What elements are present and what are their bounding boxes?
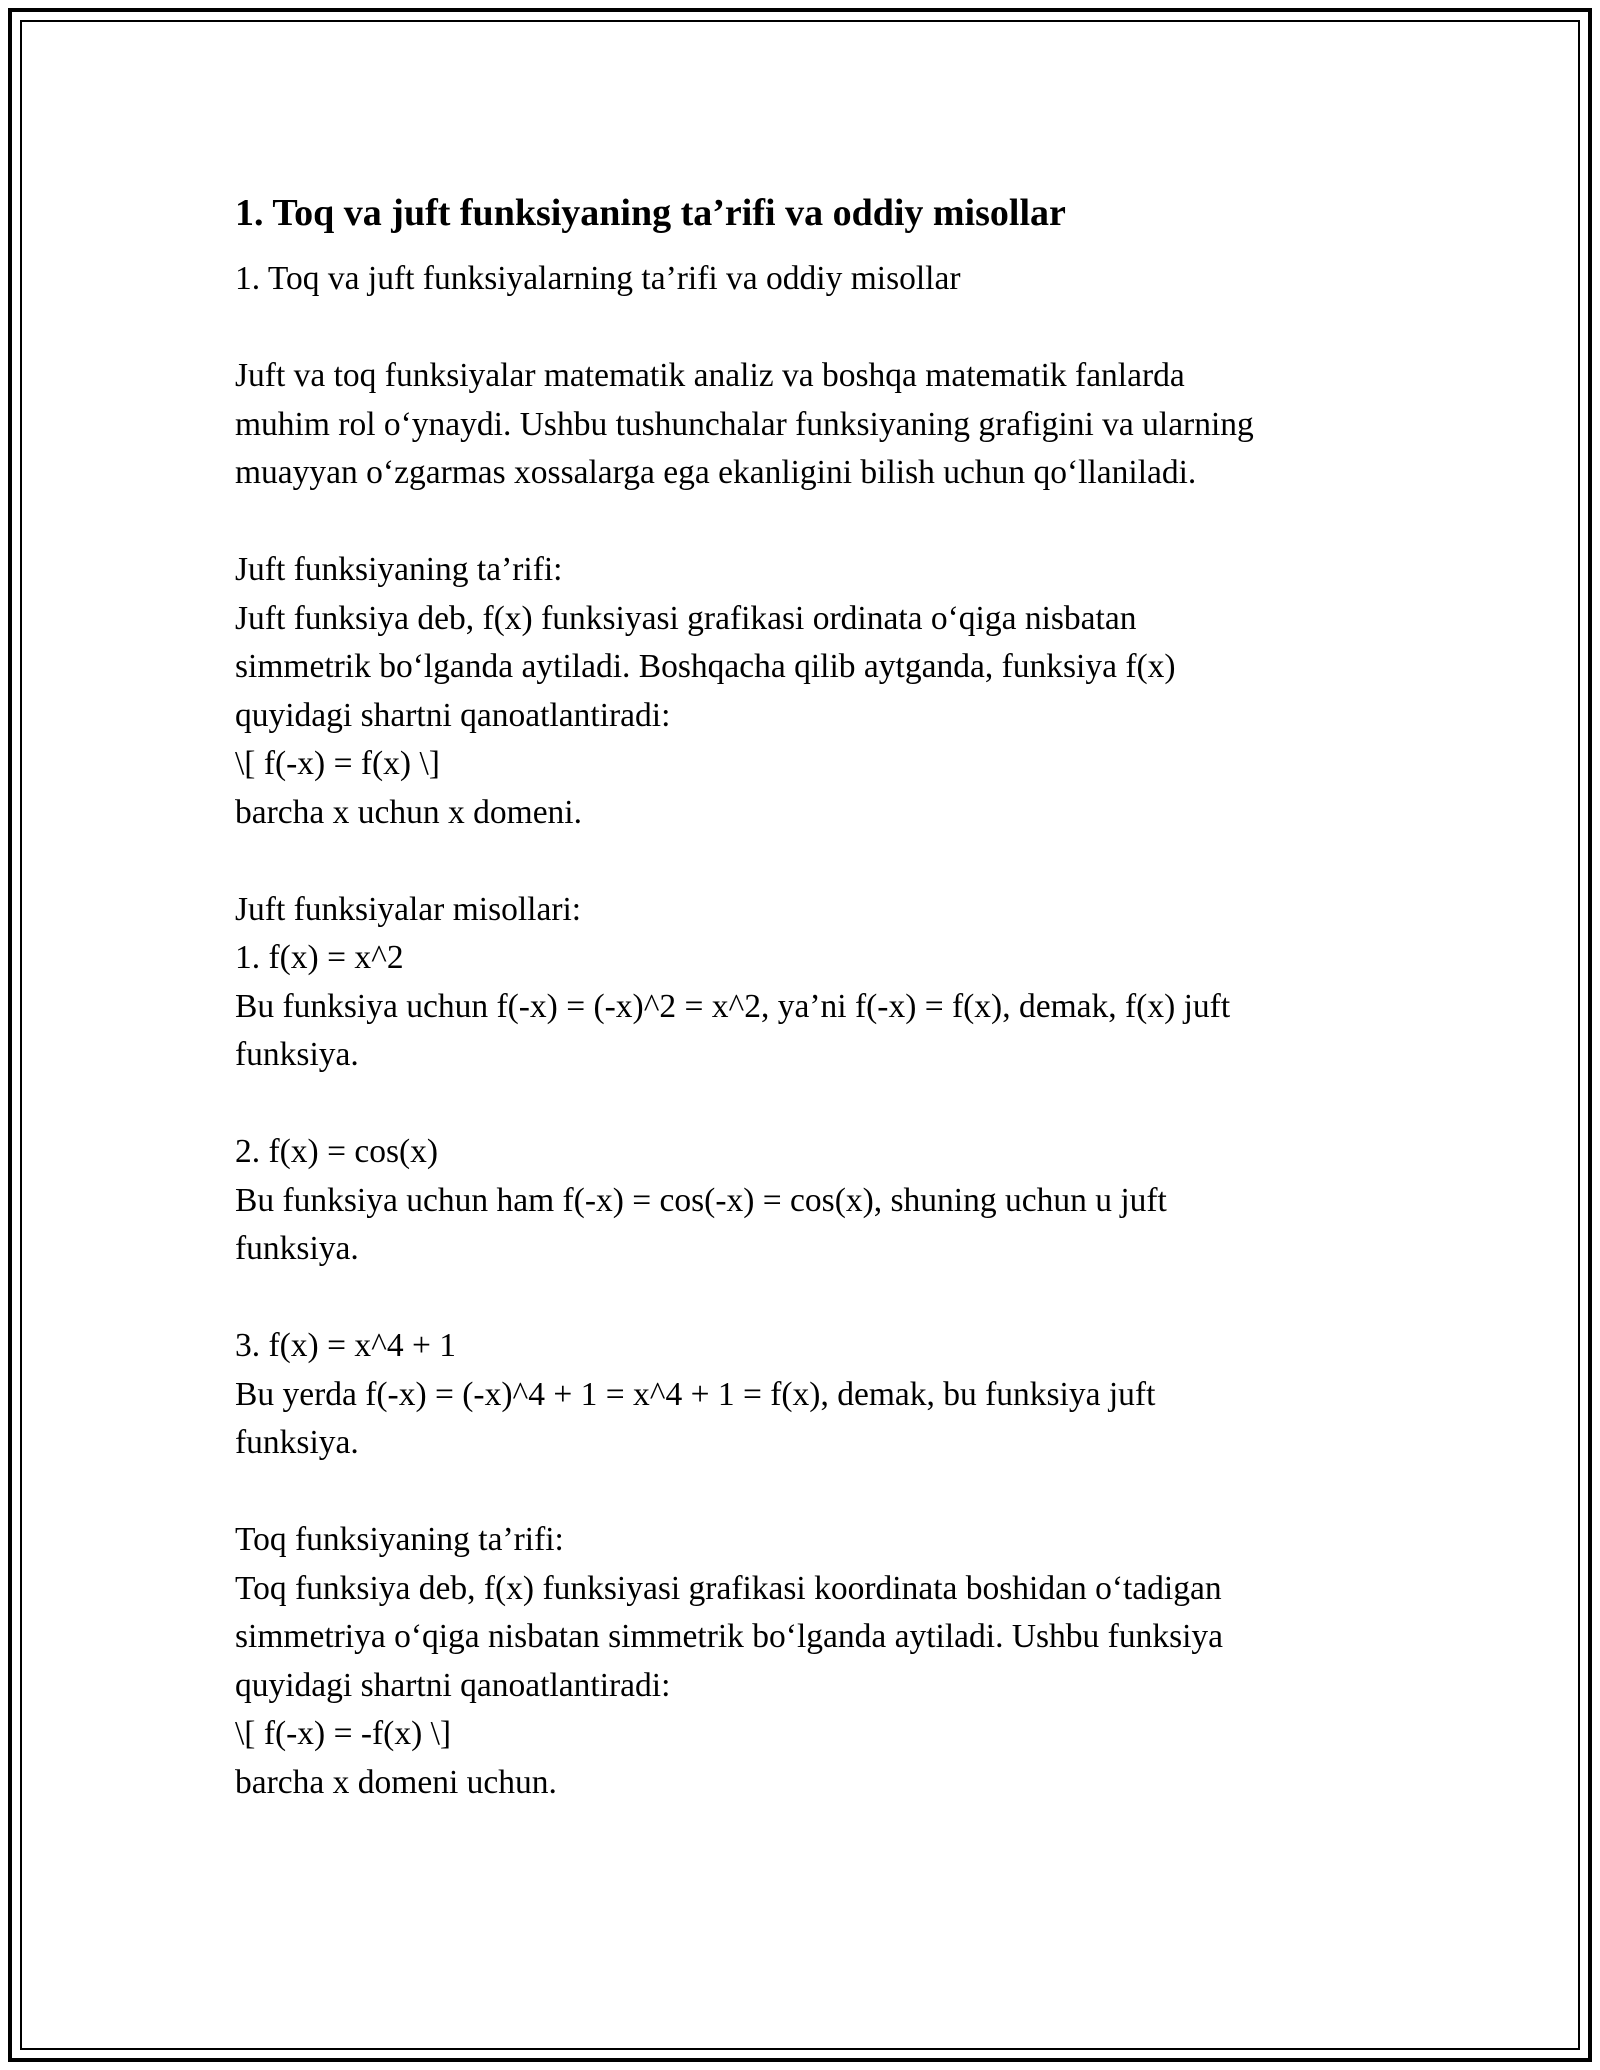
paragraph-spacer — [235, 304, 1385, 353]
text-line: barcha x domeni uchun. — [235, 1763, 557, 1801]
formula-line: \[ f(-x) = -f(x) \] — [235, 1715, 452, 1752]
section-heading: 1. Toq va juft funksiyaning ta’rifi va oddiy misollar — [235, 192, 1066, 234]
formula-line: \[ f(-x) = f(x) \] — [235, 745, 440, 782]
text-line: quyidagi shartni qanoatlantiradi: — [235, 1666, 671, 1704]
text-line: Bu yerda f(-x) = (-x)^4 + 1 = x^4 + 1 = f(x), demak, bu funksiya juft — [235, 1375, 1156, 1413]
paragraph-spacer — [235, 1468, 1385, 1517]
text-line: muhim rol o‘ynaydi. Ushbu tushunchalar funksiyaning grafigini va ularning — [235, 405, 1254, 443]
definition-title-odd: Toq funksiyaning ta’rifi: — [235, 1521, 564, 1558]
text-line: funksiya. — [235, 1424, 359, 1461]
example-line: 1. f(x) = x^2 — [235, 939, 404, 976]
subheading-line: 1. Toq va juft funksiyalarning ta’rifi va oddiy misollar — [235, 260, 961, 297]
text-line: Juft va toq funksiyalar matematik analiz va boshqa matematik fanlarda — [235, 357, 1185, 394]
definition-title-even: Juft funksiyaning ta’rifi: — [235, 551, 563, 588]
text-line: barcha x uchun x domeni. — [235, 793, 582, 831]
text-line: muayyan o‘zgarmas xossalarga ega ekanligini bilish uchun qo‘llaniladi. — [235, 454, 1197, 491]
paragraph-spacer — [235, 498, 1385, 547]
text-line: simmetriya o‘qiga nisbatan simmetrik bo‘lganda aytiladi. Ushbu funksiya — [235, 1618, 1224, 1655]
example-line: 2. f(x) = cos(x) — [235, 1133, 439, 1170]
examples-title: Juft funksiyalar misollari: — [235, 890, 582, 928]
text-line: Bu funksiya uchun ham f(-x) = cos(-x) = cos(x), shuning uchun u juft — [235, 1181, 1167, 1219]
text-line: Juft funksiya deb, f(x) funksiyasi grafikasi ordinata o‘qiga nisbatan — [235, 599, 1137, 637]
text-line: funksiya. — [235, 1036, 359, 1073]
text-line: funksiya. — [235, 1230, 359, 1267]
text-line: Bu funksiya uchun f(-x) = (-x)^2 = x^2, ya’ni f(-x) = f(x), demak, f(x) juft — [235, 987, 1231, 1025]
text-line: simmetrik bo‘lganda aytiladi. Boshqacha qilib aytganda, funksiya f(x) — [235, 648, 1176, 685]
text-line: quyidagi shartni qanoatlantiradi: — [235, 696, 671, 734]
example-line: 3. f(x) = x^4 + 1 — [235, 1327, 456, 1364]
paragraph-spacer — [235, 1080, 1385, 1129]
paragraph-spacer — [235, 1274, 1385, 1323]
document-body — [235, 183, 1385, 1807]
text-line: Toq funksiya deb, f(x) funksiyasi grafikasi koordinata boshidan o‘tadigan — [235, 1569, 1222, 1607]
paragraph-spacer — [235, 837, 1385, 886]
